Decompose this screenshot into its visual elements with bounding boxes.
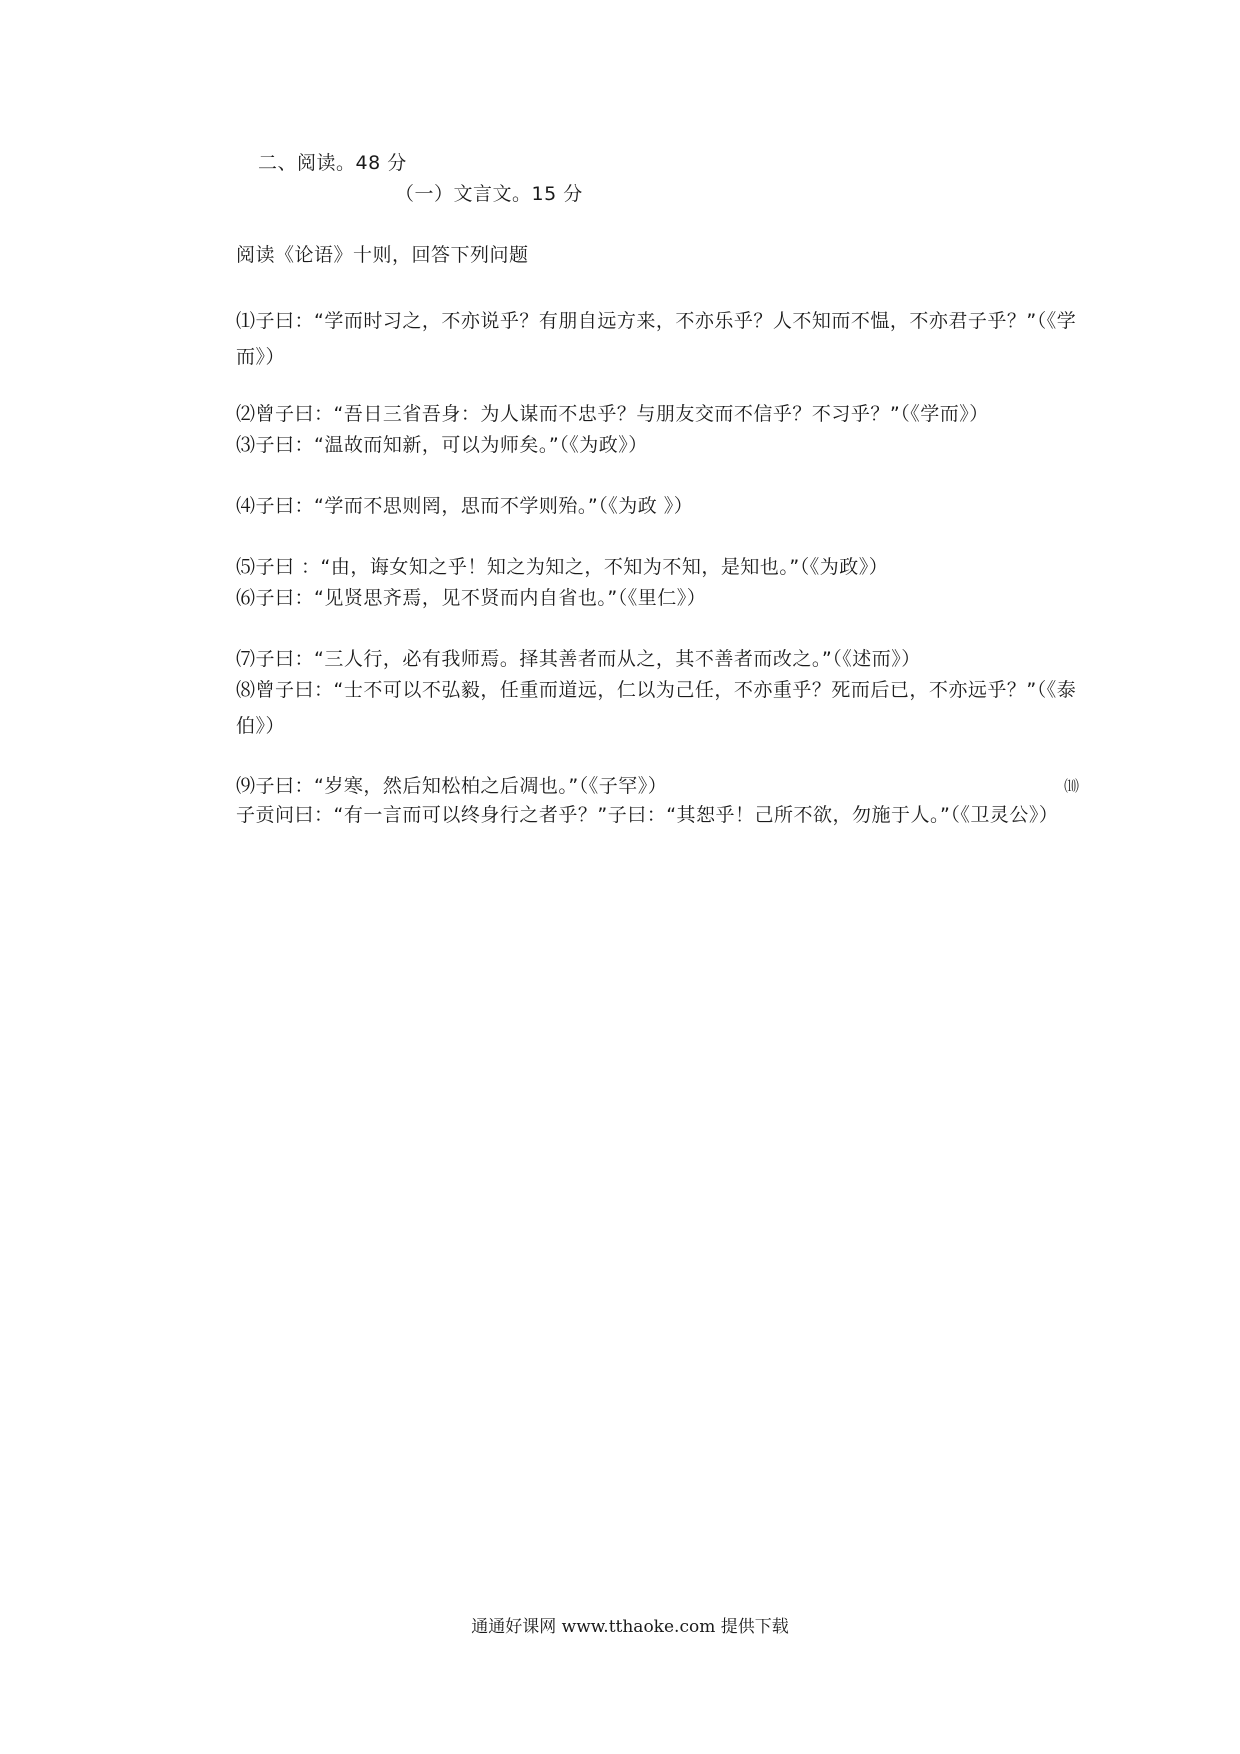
subsection-heading: （一）文言文。15 分 [395,183,583,205]
passage-item-2: ⑵曾子曰：“吾日三省吾身：为人谋而不忠乎？与朋友交而不信乎？不习乎？”（《学而》） [236,403,989,425]
passage-item-6: ⑹子曰：“见贤思齐焉，见不贤而内自省也。”（《里仁》） [236,587,707,609]
passage-item-1: ⑴子曰：“学而时习之，不亦说乎？有朋自远方来，不亦乐乎？人不知而不愠，不亦君子乎？”（《学而》） [236,310,1077,368]
passage-item-7: ⑺子曰：“三人行，必有我师焉。择其善者而从之，其不善者而改之。”（《述而》） [236,648,921,670]
passage-item-5: ⑸子曰 ：“由，诲女知之乎！知之为知之，不知为不知，是知也。”（《为政》） [236,556,889,578]
reading-instruction: 阅读《论语》十则，回答下列问题 [236,244,529,266]
passage-item-9: ⑼子曰：“岁寒，然后知松柏之后凋也。”（《子罕》） [236,775,668,797]
passage-item-10: 子贡问曰：“有一言而可以终身行之者乎？”子曰：“其恕乎！己所不欲，勿施于人。”（《卫灵公》） [236,804,1059,826]
footer-source-note: 通通好课网 www.tthaoke.com 提供下载 [471,1617,789,1637]
passage-item-4: ⑷子曰：“学而不思则罔，思而不学则殆。”（《为政 》） [236,495,694,517]
passage-item-10-number: ⑽ [1064,777,1080,795]
passage-item-3: ⑶子曰：“温故而知新，可以为师矣。”（《为政》） [236,434,648,456]
passage-item-8: ⑻曾子曰：“士不可以不弘毅，任重而道远，仁以为己任，不亦重乎？死而后已，不亦远乎？”（《泰伯》） [236,679,1077,737]
section-heading: 二、阅读。48 分 [258,152,407,174]
